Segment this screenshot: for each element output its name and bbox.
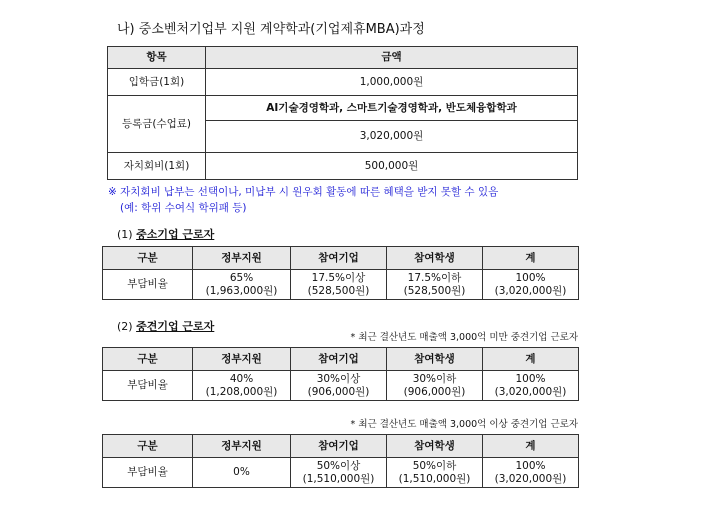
student-percent: 30%이하 [412, 372, 457, 385]
company-amount: (528,500원) [307, 284, 370, 297]
section-3-note: * 최근 결산년도 매출액 3,000억 이상 중견기업 근로자 [350, 419, 578, 430]
note-line-2: (예: 학위 수여식 학위패 등) [120, 202, 247, 214]
council-fee-label: 자치회비(1회) [108, 153, 206, 180]
company-amount: (1,510,000원) [302, 472, 375, 485]
header-company: 참여기업 [291, 247, 387, 270]
row-label: 부담비율 [103, 458, 193, 488]
total-amount: (3,020,000원) [494, 472, 567, 485]
note-line-1: ※ 자치회비 납부는 선택이나, 미납부 시 원우회 활동에 따른 혜택을 받지 못할 수 있음 [108, 186, 499, 198]
ratio-table-midsize-under [102, 347, 579, 401]
header-category: 구분 [103, 435, 193, 458]
header-student: 참여학생 [387, 247, 483, 270]
header-total: 계 [483, 435, 579, 458]
gov-percent: 65% [229, 271, 254, 284]
student-share [387, 371, 483, 401]
header-item: 항목 [108, 47, 206, 69]
section-2-number: (2) [117, 320, 133, 333]
company-percent: 30%이상 [316, 372, 361, 385]
entrance-fee-label: 입학금(1회) [108, 69, 206, 96]
council-fee-note [108, 184, 498, 216]
student-share [387, 458, 483, 488]
total-share [483, 371, 579, 401]
header-student: 참여학생 [387, 348, 483, 371]
header-amount: 금액 [206, 47, 578, 69]
student-share [387, 270, 483, 300]
total-percent: 100% [515, 459, 546, 472]
company-percent: 50%이상 [316, 459, 361, 472]
entrance-fee-amount: 1,000,000원 [206, 69, 578, 96]
student-percent: 50%이하 [412, 459, 457, 472]
student-amount: (1,510,000원) [398, 472, 471, 485]
header-government: 정부지원 [193, 247, 291, 270]
total-amount: (3,020,000원) [494, 385, 567, 398]
total-percent: 100% [515, 372, 546, 385]
tuition-departments: AI기술경영학과, 스마트기술경영학과, 반도체융합학과 [206, 96, 578, 121]
company-share [291, 458, 387, 488]
tuition-amount: 3,020,000원 [206, 121, 578, 153]
header-total: 계 [483, 247, 579, 270]
gov-amount: (1,208,000원) [205, 385, 278, 398]
section-2-title: 중견기업 근로자 [136, 320, 215, 333]
header-total: 계 [483, 348, 579, 371]
header-company: 참여기업 [291, 348, 387, 371]
row-label: 부담비율 [103, 270, 193, 300]
ratio-table-sme [102, 246, 579, 300]
fee-table [107, 46, 578, 180]
section-1-number: (1) [117, 228, 133, 241]
council-fee-amount: 500,000원 [206, 153, 578, 180]
section-title: 나) 중소벤처기업부 지원 계약학과(기업제휴MBA)과정 [117, 22, 425, 37]
total-percent: 100% [515, 271, 546, 284]
student-amount: (906,000원) [403, 385, 466, 398]
header-government: 정부지원 [193, 435, 291, 458]
company-share [291, 371, 387, 401]
section-2-note: * 최근 결산년도 매출액 3,000억 미만 중견기업 근로자 [350, 332, 578, 343]
row-label: 부담비율 [103, 371, 193, 401]
section-2-heading [117, 318, 214, 334]
gov-percent: 40% [229, 372, 254, 385]
header-student: 참여학생 [387, 435, 483, 458]
company-amount: (906,000원) [307, 385, 370, 398]
total-share [483, 270, 579, 300]
header-category: 구분 [103, 247, 193, 270]
gov-amount: (1,963,000원) [205, 284, 278, 297]
total-amount: (3,020,000원) [494, 284, 567, 297]
header-government: 정부지원 [193, 348, 291, 371]
government-share [193, 458, 291, 488]
company-percent: 17.5%이상 [311, 271, 366, 284]
government-share [193, 371, 291, 401]
header-company: 참여기업 [291, 435, 387, 458]
tuition-label: 등록금(수업료) [108, 96, 206, 153]
section-1-heading [117, 226, 214, 242]
section-1-title: 중소기업 근로자 [136, 228, 215, 241]
ratio-table-midsize-over [102, 434, 579, 488]
student-percent: 17.5%이하 [407, 271, 462, 284]
government-share [193, 270, 291, 300]
total-share [483, 458, 579, 488]
company-share [291, 270, 387, 300]
gov-percent: 0% [233, 466, 250, 478]
header-category: 구분 [103, 348, 193, 371]
student-amount: (528,500원) [403, 284, 466, 297]
